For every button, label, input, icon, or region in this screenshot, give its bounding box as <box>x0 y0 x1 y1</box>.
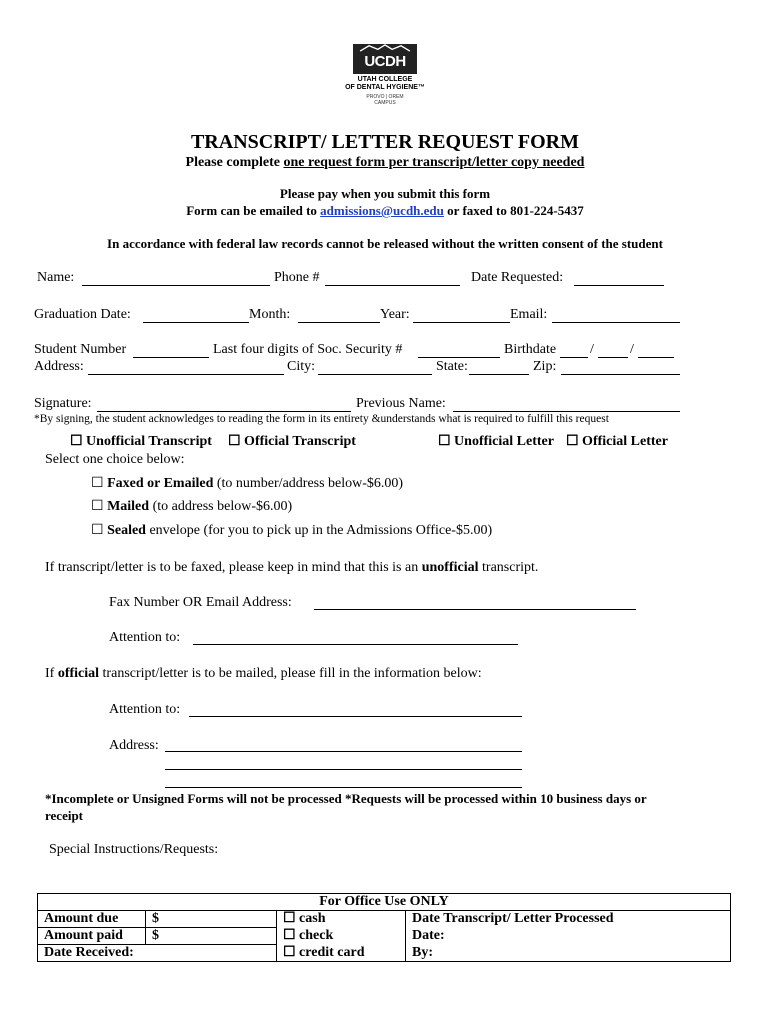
previous-name-field[interactable] <box>453 411 680 412</box>
state-label: State: <box>436 359 468 374</box>
address-field[interactable] <box>88 374 284 375</box>
warning-line1: *Incomplete or Unsigned Forms will not be processed *Requests will be processed within 10 business days or <box>45 791 647 806</box>
zip-field[interactable] <box>561 374 680 375</box>
birthdate-slash-2: / <box>630 342 634 357</box>
form-subtitle <box>0 155 770 171</box>
fax-note-bold: unofficial <box>421 560 479 575</box>
birth-year-field[interactable] <box>638 357 674 358</box>
address-label: Address: <box>34 359 84 374</box>
zip-label: Zip: <box>533 359 557 374</box>
checkbox-icon[interactable]: ☐ <box>91 476 104 491</box>
month-field[interactable] <box>298 322 380 323</box>
phone-field[interactable] <box>325 285 460 286</box>
logo-name-line1: UTAH COLLEGE <box>357 76 413 83</box>
date-requested-field[interactable] <box>574 285 664 286</box>
subtitle-prefix: Please complete <box>185 155 284 170</box>
name-field[interactable] <box>82 285 270 286</box>
attention2-field[interactable] <box>189 716 522 717</box>
special-instructions-label: Special Instructions/Requests: <box>49 842 219 857</box>
office-use-table <box>37 893 731 962</box>
processed-label: Date Transcript/ Letter Processed <box>406 911 731 928</box>
year-label: Year: <box>380 307 410 322</box>
logo-name-line2: OF DENTAL HYGIENE™ <box>345 84 425 91</box>
federal-note: In accordance with federal law records cannot be released without the written consent of the student <box>107 236 663 251</box>
address2-field-line3[interactable] <box>165 787 522 788</box>
mailed-option[interactable] <box>91 498 292 515</box>
unofficial-transcript-checkbox[interactable]: ☐ Unofficial Transcript <box>70 434 212 449</box>
fax-note-suffix: transcript. <box>478 560 539 575</box>
email-field[interactable] <box>552 322 680 323</box>
sealed-option[interactable] <box>91 522 492 539</box>
official-transcript-checkbox[interactable]: ☐ Official Transcript <box>228 434 356 449</box>
signature-field[interactable] <box>97 411 351 412</box>
fax-number-field[interactable] <box>314 609 636 610</box>
email-note <box>0 203 770 219</box>
fax-number-label: Fax Number OR Email Address: <box>109 595 292 610</box>
address2-field-line2[interactable] <box>165 769 522 770</box>
checkbox-icon[interactable]: ☐ <box>91 499 104 514</box>
warning-line2: receipt <box>45 808 84 823</box>
signing-note: *By signing, the student acknowledges to reading the form in its entirety &understands what is required to fulfill this request <box>34 413 609 425</box>
amount-due-label: Amount due <box>38 911 146 928</box>
email-suffix: or faxed to 801-224-5437 <box>443 203 584 218</box>
phone-label: Phone # <box>274 270 320 285</box>
official-letter-checkbox[interactable]: ☐ Official Letter <box>566 434 668 449</box>
date-requested-label: Date Requested: <box>471 270 564 285</box>
birth-month-field[interactable] <box>560 357 588 358</box>
amount-paid-value[interactable]: $ <box>146 928 277 945</box>
graduation-date-field[interactable] <box>143 322 249 323</box>
processed-date-label: Date: <box>406 928 731 945</box>
pay-note: Please pay when you submit this form <box>279 186 491 201</box>
email-prefix: Form can be emailed to <box>186 203 321 218</box>
graduation-date-label: Graduation Date: <box>34 307 131 322</box>
choice-bold: Mailed <box>107 499 150 514</box>
ssn-label: Last four digits of Soc. Security # <box>213 342 403 357</box>
mail-note-prefix: If <box>45 666 58 681</box>
student-number-field[interactable] <box>133 357 209 358</box>
attention-field[interactable] <box>193 644 518 645</box>
mail-note <box>45 666 482 682</box>
logo-roof-icon <box>353 44 417 52</box>
processed-by-label: By: <box>406 945 731 962</box>
logo-mark-icon <box>353 44 417 74</box>
cash-checkbox[interactable]: ☐ cash <box>277 911 406 928</box>
choice-bold: Faxed or Emailed <box>107 476 214 491</box>
student-number-label: Student Number <box>34 342 127 357</box>
mail-note-suffix: transcript/letter is to be mailed, please fill in the information below: <box>99 666 482 681</box>
name-label: Name: <box>37 270 75 285</box>
subtitle-underlined: one request form per transcript/letter copy needed <box>283 155 585 170</box>
year-field[interactable] <box>413 322 510 323</box>
email-label: Email: <box>510 307 548 322</box>
state-field[interactable] <box>469 374 529 375</box>
amount-due-value[interactable]: $ <box>146 911 277 928</box>
birthdate-label: Birthdate <box>504 342 557 357</box>
fax-note <box>45 560 538 576</box>
date-received-label: Date Received: <box>38 945 277 962</box>
faxed-or-emailed-option[interactable] <box>91 475 403 492</box>
logo-mark-text: UCDH <box>364 53 406 70</box>
choice-bold: Sealed <box>107 523 146 538</box>
check-checkbox[interactable]: ☐ check <box>277 928 406 945</box>
month-label: Month: <box>249 307 291 322</box>
select-one-label: Select one choice below: <box>45 452 185 467</box>
amount-paid-label: Amount paid <box>38 928 146 945</box>
attention2-label: Attention to: <box>109 702 181 717</box>
mail-note-bold: official <box>57 666 100 681</box>
college-logo <box>335 44 435 116</box>
form-title: TRANSCRIPT/ LETTER REQUEST FORM <box>190 131 580 153</box>
logo-campus-line2: CAMPUS <box>374 100 396 106</box>
office-header: For Office Use ONLY <box>38 894 731 911</box>
birth-day-field[interactable] <box>598 357 628 358</box>
ssn-field[interactable] <box>418 357 500 358</box>
choice-rest: (to address below-$6.00) <box>149 499 293 514</box>
logo-campus-line1: PROVO | OREM <box>366 94 404 100</box>
city-field[interactable] <box>318 374 432 375</box>
birthdate-slash-1: / <box>590 342 594 357</box>
attention-label: Attention to: <box>109 630 181 645</box>
signature-label: Signature: <box>34 396 92 411</box>
fax-note-prefix: If transcript/letter is to be faxed, please keep in mind that this is an <box>45 560 422 575</box>
admissions-email-link[interactable]: admissions@ucdh.edu <box>320 203 444 218</box>
address2-field-line1[interactable] <box>165 751 522 752</box>
choice-rest: envelope (for you to pick up in the Admissions Office-$5.00) <box>145 523 493 538</box>
checkbox-icon[interactable]: ☐ <box>91 523 104 538</box>
unofficial-letter-checkbox[interactable]: ☐ Unofficial Letter <box>438 434 554 449</box>
city-label: City: <box>287 359 316 374</box>
previous-name-label: Previous Name: <box>356 396 446 411</box>
choice-rest: (to number/address below-$6.00) <box>213 476 404 491</box>
credit-card-checkbox[interactable]: ☐ credit card <box>277 945 406 962</box>
address2-label: Address: <box>109 738 159 753</box>
